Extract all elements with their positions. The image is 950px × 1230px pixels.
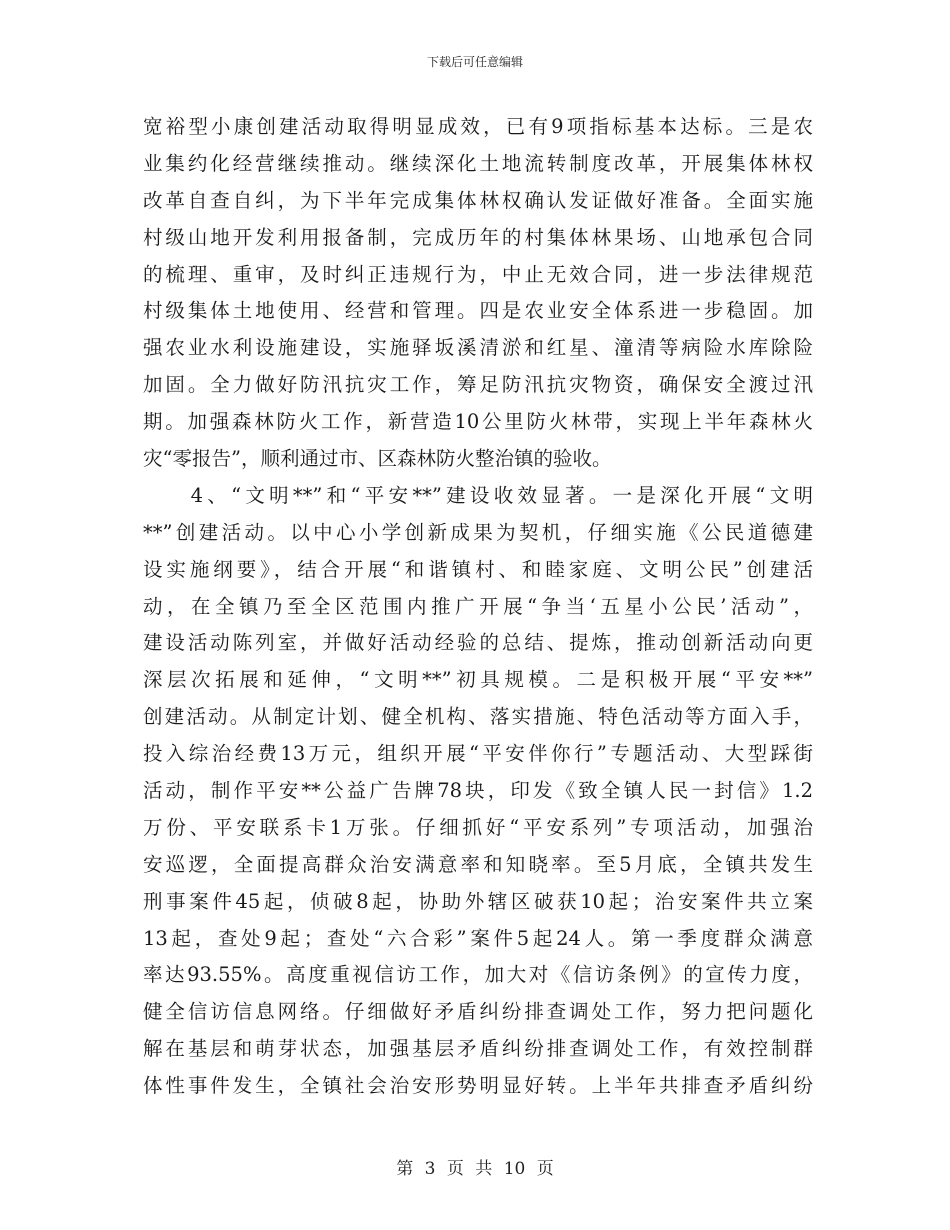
text-line: 深层次拓展和延伸，“文明**”初具规模。二是积极开展“平安**” [143,668,813,692]
text-line: 改革自查自纠，为下半年完成集体林权确认发证做好准备。全面实施 [143,188,813,212]
text-line: 刑事案件45起，侦破8起，协助外辖区破获10起；治安案件共立案 [143,889,813,913]
text-line: 强农业水利设施建设，实施驿坂溪清淤和红星、潼清等病险水库除险 [143,336,813,360]
page-footer: 第 3 页 共 10 页 [396,1159,554,1179]
text-line: 宽裕型小康创建活动取得明显成效，已有9项指标基本达标。三是农 [143,115,813,138]
text-line: 13起，查处9起；查处“六合彩”案件5起24人。第一季度群众满意 [143,926,813,950]
text-line: 的梳理、重审，及时纠正违规行为，中止无效合同，进一步法律规范 [143,262,813,286]
document-body [143,109,813,1105]
text-line: 创建活动。从制定计划、健全机构、落实措施、特色活动等方面入手， [143,705,813,729]
text-line: 安巡逻，全面提高群众治安满意率和知晓率。至5月底，全镇共发生 [143,852,813,876]
text-line: 体性事件发生，全镇社会治安形势明显好转。上半年共排查矛盾纠纷 [143,1074,813,1098]
text-line: 解在基层和萌芽状态，加强基层矛盾纠纷排查调处工作，有效控制群 [143,1037,813,1061]
text-line: 健全信访信息网络。仔细做好矛盾纠纷排查调处工作，努力把问题化 [143,1000,813,1024]
text-line: 活动，制作平安**公益广告牌78块，印发《致全镇人民一封信》1.2 [143,779,813,803]
text-line: **”创建活动。以中心小学创新成果为契机，仔细实施《公民道德建 [143,520,813,544]
text-line: 加固。全力做好防汛抗灾工作，筹足防汛抗灾物资，确保安全渡过汛 [143,373,813,397]
text-line: 期。加强森林防火工作，新营造10公里防火林带，实现上半年森林火 [143,410,813,434]
text-line: 村级集体土地使用、经营和管理。四是农业安全体系进一步稳固。加 [143,299,813,323]
text-line: 建设活动陈列室，并做好活动经验的总结、提炼，推动创新活动向更 [143,631,813,655]
text-line: 业集约化经营继续推动。继续深化土地流转制度改革，开展集体林权 [143,151,813,175]
text-line: 万份、平安联系卡1万张。仔细抓好“平安系列”专项活动，加强治 [143,815,813,839]
text-line: 4、“文明**”和“平安**”建设收效显著。一是深化开展“文明 [143,483,813,507]
text-line: 投入综治经费13万元，组织开展“平安伴你行”专题活动、大型踩街 [143,742,813,766]
text-line: 率达93.55%。高度重视信访工作，加大对《信访条例》的宣传力度， [143,963,813,987]
text-line: 动，在全镇乃至全区范围内推广开展“争当‘五星小公民’活动”， [143,594,813,618]
text-line: 灾“零报告”，顺利通过市、区森林防火整治镇的验收。 [143,447,612,471]
text-line: 村级山地开发利用报备制，完成历年的村集体林果场、山地承包合同 [143,225,813,249]
text-line: 设实施纲要》，结合开展“和谐镇村、和睦家庭、文明公民”创建活 [143,557,813,581]
page-header: 下载后可任意编辑 [426,55,523,69]
